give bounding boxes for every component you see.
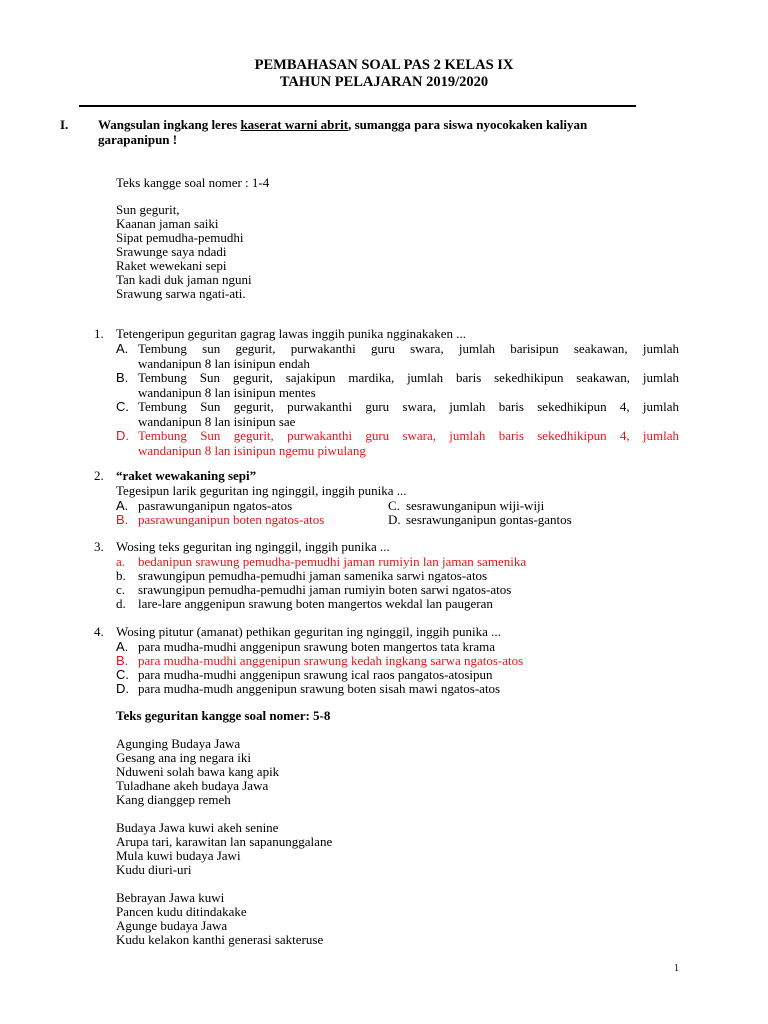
header-divider <box>79 105 636 107</box>
instruction-text-underlined: kaserat warni abrit <box>240 117 349 132</box>
option-letter-answer: B. <box>116 653 129 668</box>
option-text: Tembung Sun gegurit, sajakipun mardika, jumlah baris sekedhikipun seakawan, jumlah <box>138 370 679 385</box>
page-number: 1 <box>674 963 679 974</box>
poem2-line: Gesang ana ing negara iki <box>116 750 252 765</box>
option-text: srawungipun pemudha-pemudhi jaman samenika sarwi ngatos-atos <box>138 568 488 583</box>
poem1-line: Raket wewekani sepi <box>116 258 227 273</box>
option-letter-answer: a. <box>116 554 126 569</box>
question-text: Wosing pitutur (amanat) pethikan geguritan ing nginggil, inggih punika ... <box>116 624 501 639</box>
option-text: sesrawunganipun gontas-gantos <box>406 512 572 527</box>
option-text: Tembung sun gegurit, purwakanthi guru swara, jumlah barisipun seakawan, jumlah <box>138 341 679 356</box>
text1-heading: Teks kangge soal nomer : 1-4 <box>116 175 270 190</box>
question-text: Tetengeripun geguritan gagrag lawas inggih punika ngginakaken ... <box>116 326 466 341</box>
poem2-line: Budaya Jawa kuwi akeh senine <box>116 820 279 835</box>
poem2-line: Nduweni solah bawa kang apik <box>116 764 280 779</box>
option-text-answer: bedanipun srawung pemudha-pemudhi jaman rumiyin lan jaman samenika <box>138 554 527 569</box>
option-text: lare-lare anggenipun srawung boten mangertos wekdal lan paugeran <box>138 596 493 611</box>
poem2-line: Kudu kelakon kanthi generasi sakteruse <box>116 932 324 947</box>
option-letter: d. <box>116 596 126 611</box>
question-text: Tegesipun larik geguritan ing nginggil, inggih punika ... <box>116 483 407 498</box>
poem2-line: Tuladhane akeh budaya Jawa <box>116 778 269 793</box>
option-letter: b. <box>116 568 126 583</box>
poem2-line: Agunging Budaya Jawa <box>116 736 241 751</box>
poem2-line: Pancen kudu ditindakake <box>116 904 247 919</box>
option-text-answer: wandanipun 8 lan isinipun ngemu piwulang <box>138 443 366 458</box>
page-subtitle: TAHUN PELAJARAN 2019/2020 <box>279 74 489 90</box>
poem2-line: Arupa tari, karawitan lan sapanunggalane <box>116 834 333 849</box>
option-letter-answer: B. <box>116 512 129 527</box>
question-number: 1. <box>94 326 104 341</box>
poem1-line: Sun gegurit, <box>116 202 180 217</box>
poem1-line: Kaanan jaman saiki <box>116 216 219 231</box>
question-quote: “raket wewakaning sepi” <box>116 468 257 483</box>
poem2-line: Agunge budaya Jawa <box>116 918 228 933</box>
question-text: Wosing teks geguritan ing nginggil, inggih punika ... <box>116 539 390 554</box>
option-text: Tembung Sun gegurit, purwakanthi guru swara, jumlah baris sekedhikipun 4, jumlah <box>138 399 679 414</box>
option-letter: B. <box>116 370 129 385</box>
question-number: 2. <box>94 468 104 483</box>
poem2-line: Kudu diuri-uri <box>116 862 192 877</box>
option-text: para mudha-mudhi anggenipun srawung ical raos pangatos-atosipun <box>138 667 493 682</box>
page-title: PEMBAHASAN SOAL PAS 2 KELAS IX <box>254 57 514 73</box>
section-instruction-line2: garapanipun ! <box>98 132 178 147</box>
section-numeral: I. <box>60 117 69 132</box>
poem1-line: Srawunge saya ndadi <box>116 244 227 259</box>
section-instruction <box>98 117 587 133</box>
option-letter-answer: D. <box>116 428 129 443</box>
question-number: 4. <box>94 624 104 639</box>
option-text-answer: para mudha-mudhi anggenipun srawung kedah ingkang sarwa ngatos-atos <box>138 653 524 668</box>
poem2-line: Bebrayan Jawa kuwi <box>116 890 225 905</box>
option-letter: D. <box>388 512 401 527</box>
option-text: srawungipun pemudha-pemudhi jaman rumiyin boten sarwi ngatos-atos <box>138 582 512 597</box>
instruction-text-post: , sumangga para siswa nyocokaken kaliyan <box>348 117 588 132</box>
text2-heading: Teks geguritan kangge soal nomer: 5-8 <box>116 708 331 723</box>
option-letter: A. <box>116 639 129 654</box>
option-text: wandanipun 8 lan isinipun mentes <box>138 385 316 400</box>
option-text: wandanipun 8 lan isinipun sae <box>138 414 296 429</box>
poem2-line: Mula kuwi budaya Jawi <box>116 848 241 863</box>
poem2-line: Kang dianggep remeh <box>116 792 231 807</box>
option-letter: A. <box>116 341 129 356</box>
option-letter: C. <box>116 399 129 414</box>
poem1-line: Tan kadi duk jaman nguni <box>116 272 252 287</box>
option-text-answer: Tembung Sun gegurit, purwakanthi guru swara, jumlah baris sekedhikipun 4, jumlah <box>138 428 679 443</box>
option-letter: c. <box>116 582 126 597</box>
option-text: para mudha-mudhi anggenipun srawung boten mangertos tata krama <box>138 639 496 654</box>
option-letter: C. <box>388 498 400 513</box>
option-text: sesrawunganipun wiji-wiji <box>406 498 545 513</box>
poem1-line: Sipat pemudha-pemudhi <box>116 230 244 245</box>
poem1-line: Srawung sarwa ngati-ati. <box>116 286 246 301</box>
option-text-answer: pasrawunganipun boten ngatos-atos <box>138 512 325 527</box>
question-number: 3. <box>94 539 104 554</box>
option-letter: A. <box>116 498 129 513</box>
option-text: wandanipun 8 lan isinipun endah <box>138 356 310 371</box>
instruction-text-pre: Wangsulan ingkang leres <box>98 117 241 132</box>
option-letter: C. <box>116 667 129 682</box>
option-text: pasrawunganipun ngatos-atos <box>138 498 293 513</box>
option-letter: D. <box>116 681 129 696</box>
option-text: para mudha-mudh anggenipun srawung boten sisah mawi ngatos-atos <box>138 681 501 696</box>
